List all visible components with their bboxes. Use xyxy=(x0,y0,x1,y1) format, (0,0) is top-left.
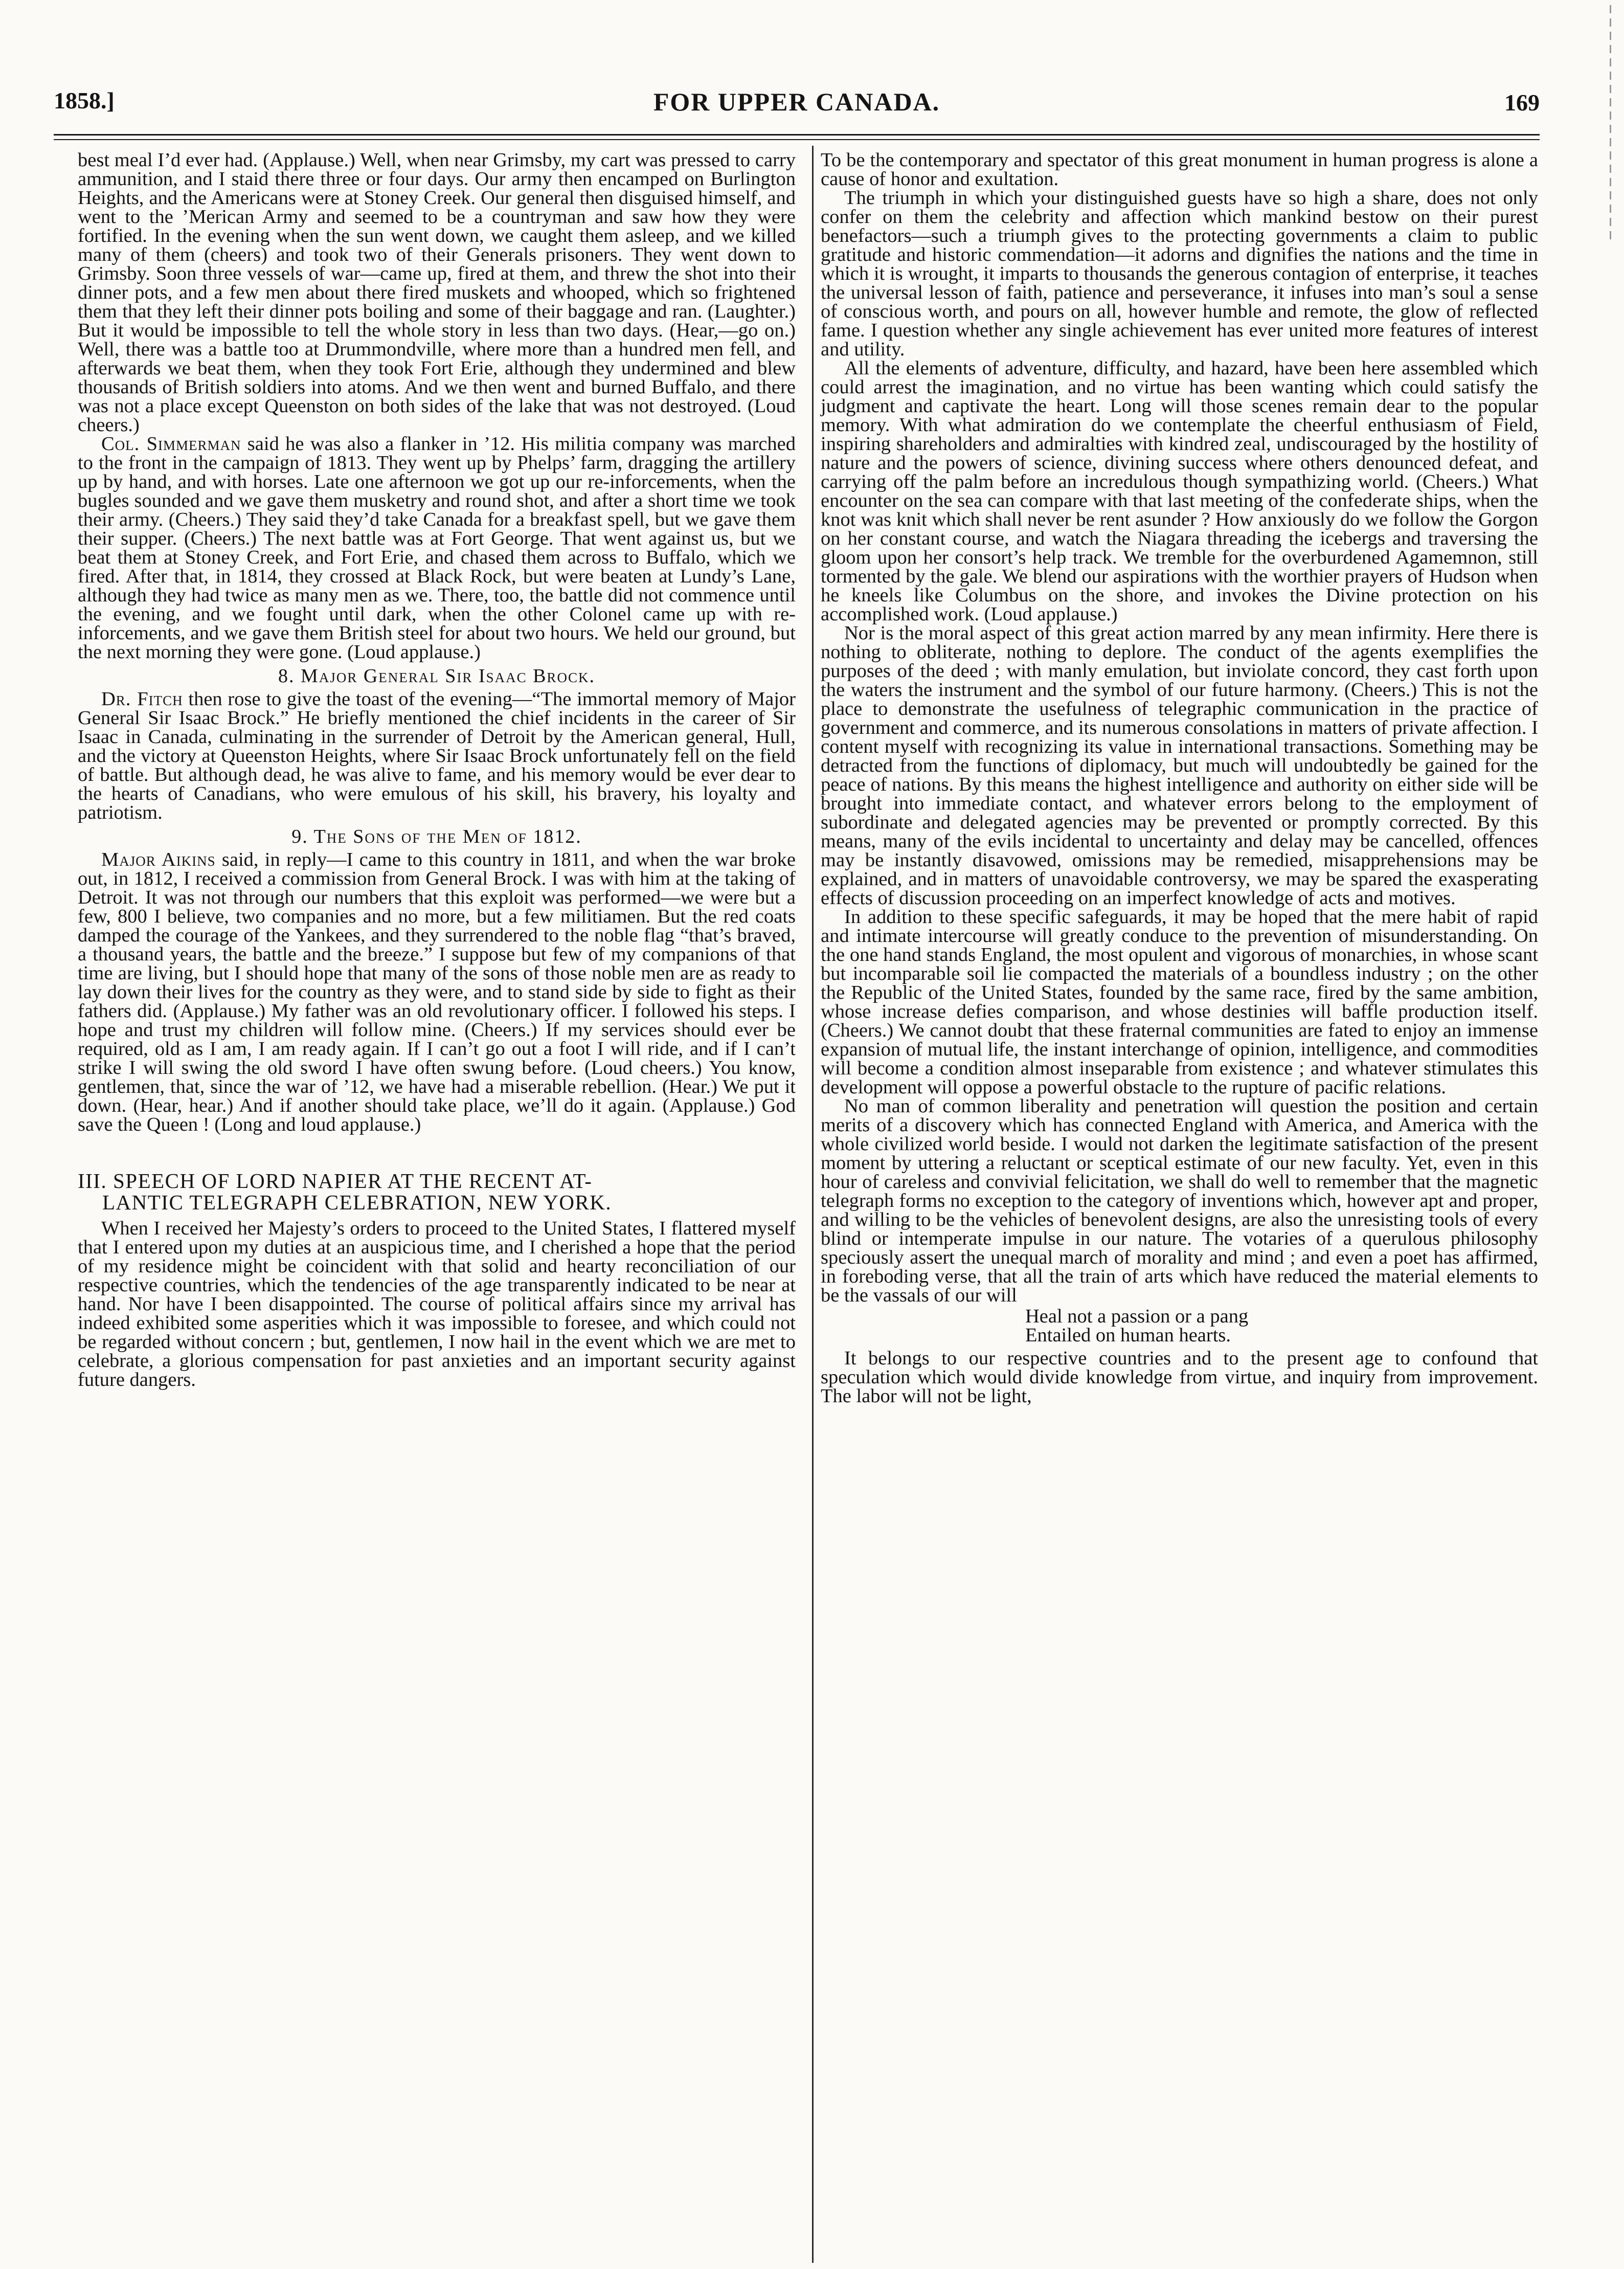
paragraph-fitch xyxy=(78,690,796,822)
paragraph-closing: It belongs to our respective countries and to the present age to confound that speculation which would divide knowledge from virtue, and inquiry from improvement. The labor will not be light, xyxy=(821,1347,1538,1407)
header-title: FOR UPPER CANADA. xyxy=(653,87,940,116)
paragraph-elements: All the elements of adventure, difficulty, and hazard, have been here assembled which could arrest the imagination, and no virtue has been wanting which could satisfy the judgment and captivate the heart. Long will those scenes remain dear to the popular memory. With what admiration do we contemplate the cheerful enthusiasm of Field, inspiring shareholders and admiralties with kindred zeal, undiscouraged by the hostility of nature and the powers of science, divining success where others denounced defeat, and carrying off the palm before an incredulous though sympathizing world. (Cheers.) What encounter on the sea can compare with that last meeting of the confederate ships, when the knot was knit which shall never be rent asunder ? How anxiously do we follow the Gorgon on her constant course, and watch the Niagara threading the icebergs and traversing the gloom upon her consort’s help track. We tremble for the overburdened Agamemnon, still tormented by the gale. We blend our aspirations with the worthier prayers of Hudson when he kneels like Columbus on the shore, and invokes the Divine protection on his accomplished work. (Loud applause.) xyxy=(821,357,1538,625)
paragraph-safeguards: In addition to these specific safeguards, it may be hoped that the mere habit of rapid and intimate intercourse will greatly conduce to the prevention of misunderstanding. On the one hand stands England, the most opulent and vigorous of monarchies, in whose scant but incomparable soil lie compacted the materials of a boundless industry ; on the other the Republic of the United States, founded by the same race, fired by the same ambition, whose increase defies comparison, and whose destinies will baffle production itself. (Cheers.) We cannot doubt that these fraternal communities are fated to enjoy an immense expansion of mutual life, the instant interchange of opinion, intelligence, and commodities will become a condition almost inseparable from existence ; and whatever stimulates this development will oppose a powerful obstacle to the rupture of pacific relations. xyxy=(821,906,1538,1098)
verse-quote xyxy=(821,1307,1538,1345)
paragraph-contemporary: To be the contemporary and spectator of this great monument in human progress is alone a cause of honor and exultation. xyxy=(821,149,1538,190)
paragraph-text: said he was also a flanker in ’12. His militia company was marched to the front in the campaign of 1813. They went up by Phelps’ farm, dragging the artillery up by hand, and with horses. Late one afternoon we got up our re-inforcements, when the bugles sounded and we gave them musketry and round shot, and after a short time we took their army. (Cheers.) They said they’d take Canada for a breakfast spell, but we gave them their supper. (Cheers.) The next battle was at Fort George. That went against us, but we beat them at Stoney Creek, and Fort Erie, and chased them across to Buffalo, which we fired. After that, in 1814, they crossed at Black Rock, but were beaten at Lundy’s Lane, although they had twice as many men as we. There, too, the battle did not commence until the evening, and we fought until dark, when the other Colonel came up with re-inforcements, and we gave them British steel for about two hours. We held our ground, but the next morning they were gone. (Loud applause.) xyxy=(78,433,796,663)
paragraph-veteran-story: best meal I’d ever had. (Applause.) Well, when near Grimsby, my cart was pressed to carry ammunition, and I staid there three or four days. Our army then encamped on Burlington Heights, and the Americans were at Stoney Creek. Our general then disguised himself, and went to the ’Merican Army and seemed to be a countryman and saw how they were fortified. In the evening when the sun went down, we caught them asleep, and we killed many of them (cheers) and took two of their Generals prisoners. They went down to Grimsby. Soon three vessels of war—came up, fired at them, and threw the shot into their dinner pots, and a few men about there fired muskets and whooped, which so frightened them that they left their dinner pots boiling and some of their baggage and ran. (Laughter.) But it would be impossible to tell the whole story in less than two days. (Hear,—go on.) Well, there was a battle too at Drummondville, where more than a hundred men fell, and afterwards we beat them, when they took Fort Erie, although they undermined and blew thousands of British soldiers into atoms. And we then went and burned Buffalo, and there was not a place except Queenston on both sides of the lake that was not destroyed. (Loud cheers.) xyxy=(78,149,796,436)
toast-heading-sons: 9. The Sons of the Men of 1812. xyxy=(291,826,582,847)
header-rule xyxy=(54,134,1540,136)
page-number: 169 xyxy=(1504,89,1540,116)
paragraph-text: said, in reply—I came to this country in 1811, and when the war broke out, in 1812, I received a commission from General Brock. I was with him at the taking of Detroit. It was not through our numbers that this exploit was performed—we were but a few, 800 I believe, two companies and no more, but a few militiamen. But the red coats damped the courage of the Yankees, and they surrendered to the noble flag “that’s braved, a thousand years, the battle and the breeze.” I suppose but few of my companions of that time are living, but I should hope that many of the sons of those noble men are as ready to lay down their lives for the country as they were, and to stand side by side to fight as their fathers did. (Applause.) My father was an old revolutionary officer. I followed his steps. I hope and trust my children will follow mine. (Cheers.) If my services should ever be required, old as I am, I am ready again. If I can’t go out a foot I will ride, and if I can’t strike I will swing the old sword I have often swung before. (Loud cheers.) You know, gentlemen, that, since the war of ’12, we have had a miserable rebellion. (Hear.) We put it down. (Hear, hear.) And if another should take place, we’ll do it again. (Applause.) God save the Queen ! (Long and loud applause.) xyxy=(78,849,796,1135)
paragraph-simmerman xyxy=(78,435,796,662)
running-head xyxy=(54,87,1540,123)
right-column xyxy=(821,151,1538,1406)
paragraph-text: then rose to give the toast of the evening—“The immortal memory of Major General Sir Isaac Brock.” He briefly mentioned the chief incidents in the career of Sir Isaac in Canada, culminating in the surrender of Detroit by the American general, Hull, and the victory at Queenston Heights, where Sir Isaac Brock unfortunately fell on the field of battle. But although dead, he was alive to fame, and his memory would be ever dear to the hearts of Canadians, who were emulous of his skill, his bravery, his loyalty and patriotism. xyxy=(78,688,796,823)
column-divider xyxy=(812,146,814,2263)
section-heading-napier xyxy=(78,1170,796,1213)
verse-line-2: Entailed on human hearts. xyxy=(1025,1324,1231,1346)
binding-marks xyxy=(1604,0,1617,266)
paragraph-moral-aspect: Nor is the moral aspect of this great action marred by any mean infirmity. Here there is nothing to obliterate, nothing to deplore. The conduct of the agents exemplifies the purposes of the deed ; with manly emulation, but inviolate concord, they cast forth upon the waters the instrument and the symbol of our future harmony. (Cheers.) This is not the place to demonstrate the usefulness of telegraphic communication in the practice of government and commerce, and its numerous consolations in matters of private affection. I content myself with recognizing its value in international transactions. Something may be detracted from the functions of diplomacy, but much will undoubtedly be gained for the peace of nations. By this means the highest intelligence and authority on either side will be brought into immediate contact, and whatever errors belong to the employment of subordinate and delegated agencies may be prevented or promptly corrected. By this means, many of the evils incidental to uncertainty and delay may be cancelled, offences may be instantly disavowed, omissions may be remedied, misapprehensions may be explained, and in matters of unavoidable controversy, we may be spared the exasperating effects of discussion proceeding on an imperfect knowledge of acts and motives. xyxy=(821,622,1538,909)
toast-heading-brock: 8. Major General Sir Isaac Brock. xyxy=(278,665,595,687)
speaker-name: Major Aikins xyxy=(101,849,216,870)
speaker-name: Dr. Fitch xyxy=(101,688,183,710)
header-rule-secondary xyxy=(54,139,1540,140)
header-year: 1858.] xyxy=(54,87,115,114)
paragraph-triumph: The triumph in which your distinguished guests have so high a share, does not only confer on them the celebrity and affection which mankind bestow on their purest benefactors—such a triumph gives to the protecting governments a claim to public gratitude and historic commendation—it adorns and dignifies the nations and the time in which it is wrought, it imparts to thousands the generous contagion of enterprise, it teaches the universal lesson of faith, patience and perseverance, it infuses into man’s soul a sense of conscious worth, and pours on all, however humble and remote, the glow of reflected fame. I question whether any single achievement has ever united more features of interest and utility. xyxy=(821,187,1538,360)
paragraph-liberality: No man of common liberality and penetration will question the position and certain merits of a discovery which has connected England with America, and America with the whole civilized world beside. I would not darken the legitimate satisfaction of the present moment by uttering a reluctant or sceptical estimate of our new faculty. Yet, even in this hour of careless and convivial felicitation, we shall do well to remember that the magnetic telegraph forms no exception to the category of inventions which, however apt and proper, and willing to be the vehicles of benevolent designs, are also the unresisting tools of every blind or intemperate impulse in our nature. The votaries of a querulous philosophy speciously assert the unequal march of morality and mind ; and even a poet has affirmed, in foreboding verse, that all the train of arts which have reduced the material elements to be the vassals of our will xyxy=(821,1095,1538,1306)
paragraph-napier-opening: When I received her Majesty’s orders to proceed to the United States, I flattered myself that I entered upon my duties at an auspicious time, and I cherished a hope that the period of my residence might be coincident with that solid and hearty reconciliation of our respective countries, which the tendencies of the age transparently indicated to be near at hand. Nor have I been disappointed. The course of political affairs since my arrival has indeed exhibited some asperities which it was impossible to foresee, and which could not be regarded without concern ; but, gentlemen, I now hail in the event which we are met to celebrate, a glorious compensation for past anxieties and an important security against future dangers. xyxy=(78,1218,796,1390)
speaker-name: Col. Simmerman xyxy=(101,433,241,455)
section-title-line-2: LANTIC TELEGRAPH CELEBRATION, NEW YORK. xyxy=(102,1190,612,1214)
section-title-line-1: III. SPEECH OF LORD NAPIER AT THE RECENT AT- xyxy=(78,1169,593,1193)
verse-line-1: Heal not a passion or a pang xyxy=(1025,1306,1249,1327)
paragraph-aikins xyxy=(78,850,796,1134)
left-column xyxy=(78,151,796,1389)
